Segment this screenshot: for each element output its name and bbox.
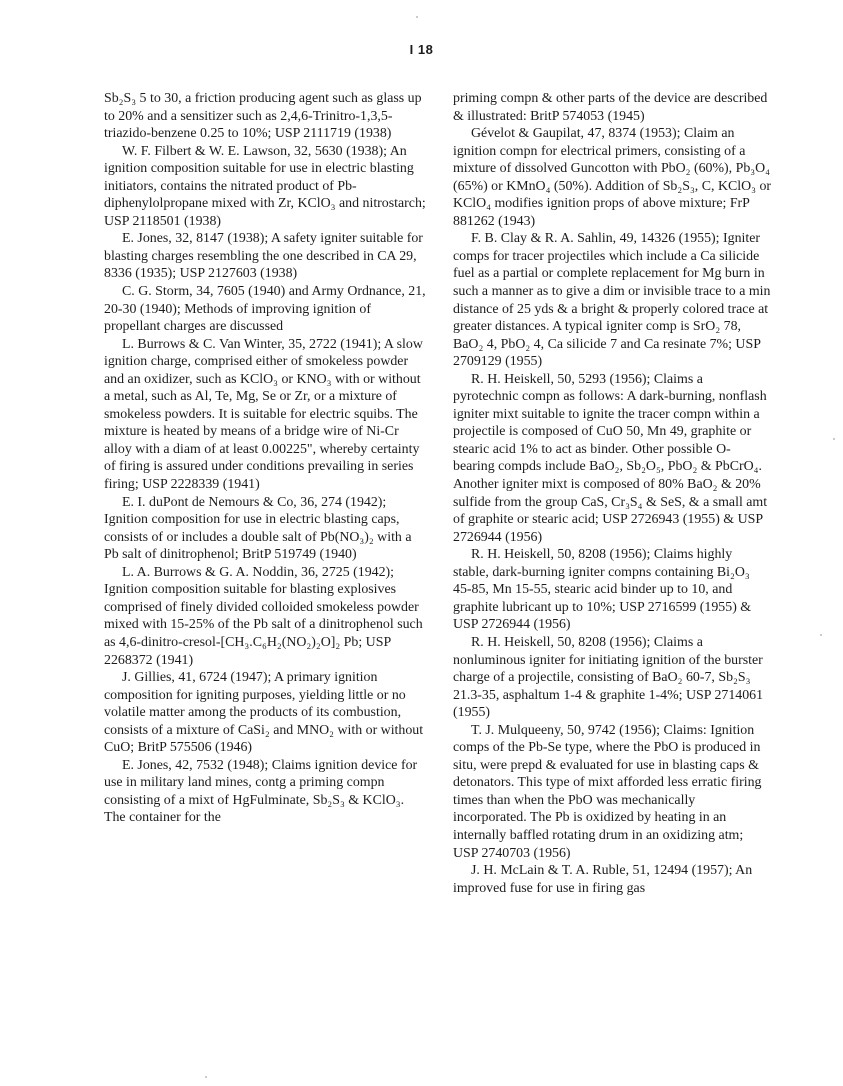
left-column	[104, 90, 426, 827]
reference-entry: L. A. Burrows & G. A. Noddin, 36, 2725 (1942); Ignition composition suitable for blasting explosives comprised of finely divided colloided smokeless powder mixed with 15-25% of the Pb salt of a dinitrophenol such as 4,6-dinitro-cresol-[CH₃.C₆H₂(NO₂)₂O]₂ Pb; USP 2268372 (1941)	[104, 564, 423, 668]
continuation-paragraph: Sb₂S₃ 5 to 30, a friction producing agent such as glass up to 20% and a sensitizer such as 2,4,6-Trinitro-1,3,5-triazido-benzene 0.25 to 10%; USP 2111719 (1938)	[104, 91, 422, 142]
reference-entry: R. H. Heiskell, 50, 5293 (1956); Claims a pyrotechnic compn as follows: A dark-burning, nonflash igniter mixt suitable to ignite the tracer compn within a projectile is composed of CuO 50, Mn 49, graphite or stearic acid 1% to act as binder. Other possible O-bearing compds include BaO₂, Sb₂O₅, PbO₂ & PbCrO₄. Another igniter mixt is composed of 80% BaO₂ & 20% sulfide from the group CaS, Cr₃S₄ & SeS, & a small amt of graphite or stearic acid; USP 2726943 (1955) & USP 2726944 (1956)	[453, 371, 768, 545]
reference-entry: L. Burrows & C. Van Winter, 35, 2722 (1941); A slow ignition charge, comprised either of smokeless powder and an oxidizer, such as KClO₃ or KNO₃ with or without a metal, such as Al, Te, Mg, Se or Zr, or a mixture of smokeless powders. It is suitable for electric squibs. The mixture is heated by means of a bridge wire of Ni-Cr alloy with a diam of at least 0.00225", whereby certainty of firing is assured under conditions prevailing in series firing; USP 2228339 (1941)	[104, 336, 423, 493]
reference-entry: F. B. Clay & R. A. Sahlin, 49, 14326 (1955); Igniter comps for tracer projectiles which include a Ca silicide fuel as a partial or complete replacement for Mg burn in such a manner as to give a dim or invisible trace to a min distance of 25 yds & a bright & properly colored trace at greater distances. A typical igniter comp is SrO₂ 78, BaO₂ 4, PbO₂ 4, Ca silicide 7 and Ca resinate 7%; USP 2709129 (1955)	[453, 231, 771, 370]
reference-entry: J. Gillies, 41, 6724 (1947); A primary ignition composition for igniting purposes, yielding little or no volatile matter among the products of its combustion, consists of a mixture of CaSi₂ and MNO₂ with or without CuO; BritP 575506 (1946)	[104, 670, 424, 756]
page-number: I 18	[409, 42, 434, 57]
scan-speck	[205, 1076, 207, 1078]
reference-entry: Gévelot & Gaupilat, 47, 8374 (1953); Claim an ignition compn for electrical primers, consisting of a mixture of dissolved Guncotton with PbO₂ (60%), Pb₃O₄ (65%) or KMnO₄ (50%). Addition of Sb₂S₃, C, KClO₃ or KClO₄ modifies ignition props of above mixture; FrP 881262 (1943)	[453, 126, 772, 229]
reference-entry: T. J. Mulqueeny, 50, 9742 (1956); Claims: Ignition comps of the Pb-Se type, where the PbO is produced in situ, were prepd & evaluated for use in blasting caps & detonators. This type of mixt afforded less erratic firing times than when the PbO was mechanically incorporated. The Pb is oxidized by heating in an internally baffled rotating drum in an oxidizing atm; USP 2740703 (1956)	[453, 722, 762, 861]
reference-entry: R. H. Heiskell, 50, 8208 (1956); Claims highly stable, dark-burning igniter compns containing Bi₂O₃ 45-85, Mn 15-55, stearic acid binder up to 10, and graphite lubricant up to 10%; USP 2716599 (1955) & USP 2726944 (1956)	[453, 547, 752, 633]
scan-speck	[833, 438, 835, 440]
right-column	[453, 90, 771, 897]
continuation-paragraph: priming compn & other parts of the device are described & illustrated: BritP 574053 (1945)	[453, 91, 768, 124]
reference-entry: E. Jones, 42, 7532 (1948); Claims ignition device for use in military land mines, contg a priming compn consisting of a mixt of HgFulminate, Sb₂S₃ & KClO₃. The container for the	[104, 757, 418, 826]
reference-entry: E. I. duPont de Nemours & Co, 36, 274 (1942); Ignition composition for use in electric blasting caps, consists of or includes a double salt of Pb(NO₃)₂ with a Pb salt of dinitrophenol; BritP 519749 (1940)	[104, 494, 412, 563]
reference-entry: C. G. Storm, 34, 7605 (1940) and Army Ordnance, 21, 20-30 (1940); Methods of improving ignition of propellant charges are discussed	[104, 284, 426, 335]
reference-entry: J. H. McLain & T. A. Ruble, 51, 12494 (1957); An improved fuse for use in firing gas	[453, 863, 753, 896]
scan-speck	[416, 16, 418, 18]
reference-entry: E. Jones, 32, 8147 (1938); A safety igniter suitable for blasting charges resembling the one described in CA 29, 8336 (1935); USP 2127603 (1938)	[104, 231, 423, 282]
reference-entry: W. F. Filbert & W. E. Lawson, 32, 5630 (1938); An ignition composition suitable for use in electric blasting initiators, contains the nitrated product of Pb-diphenylolpropane mixed with Zr, KClO₃ and nitrostarch; USP 2118501 (1938)	[104, 143, 426, 229]
scan-speck	[820, 634, 822, 636]
reference-entry: R. H. Heiskell, 50, 8208 (1956); Claims a nonluminous igniter for initiating ignition of the burster charge of a projectile, consisting of BaO₂ 60-7, Sb₂S₃ 21.3-35, asphaltum 1-4 & graphite 1-4%; USP 2714061 (1955)	[453, 634, 764, 721]
